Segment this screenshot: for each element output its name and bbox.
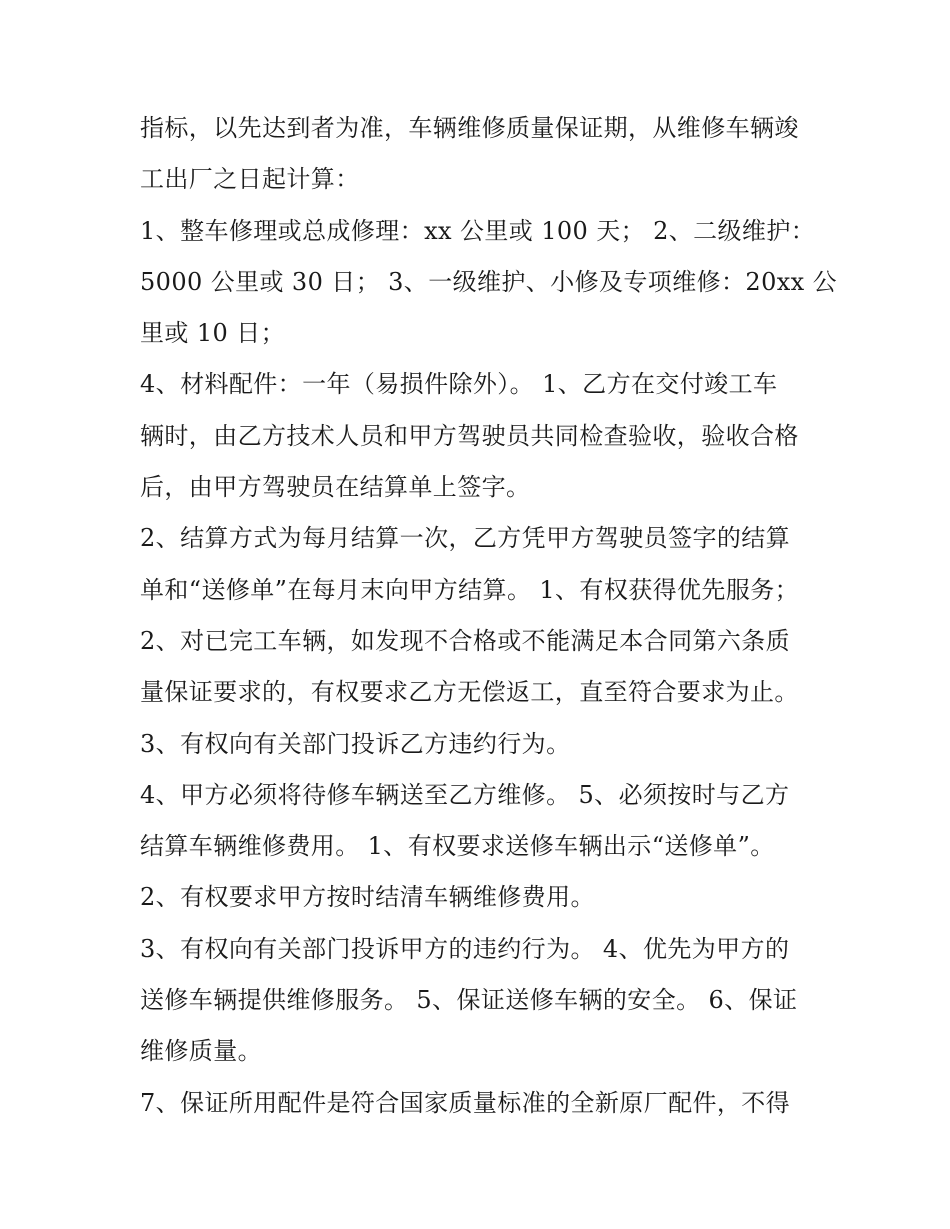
text-line: 后，由甲方驾驶员在结算单上签字。 (140, 473, 531, 502)
text-line: 送修车辆提供维修服务。 5、保证送修车辆的安全。 6、保证 (140, 986, 798, 1015)
text-line: 4、材料配件：一年（易损件除外）。 1、乙方在交付竣工车 (140, 370, 778, 399)
contract-text-block (140, 103, 838, 1129)
text-line: 里或 10 日； (140, 319, 285, 348)
text-line: 2、对已完工车辆，如发现不合格或不能满足本合同第六条质 (140, 626, 791, 655)
text-line: 工出厂之日起计算： (140, 165, 360, 194)
text-line: 辆时，由乙方技术人员和甲方驾驶员共同检查验收，验收合格 (140, 421, 799, 450)
text-line: 1、整车修理或总成修理：xx 公里或 100 天； 2、二级维护： (140, 216, 816, 245)
text-line: 指标，以先达到者为准，车辆维修质量保证期，从维修车辆竣 (140, 114, 799, 142)
text-line: 维修质量。 (140, 1037, 262, 1066)
text-line: 3、有权向有关部门投诉甲方的违约行为。 4、优先为甲方的 (140, 934, 790, 963)
text-line: 5000 公里或 30 日； 3、一级维护、小修及专项维修：20xx 公 (140, 267, 838, 296)
text-line: 单和“送修单”在每月末向甲方结算。 1、有权获得优先服务； (140, 575, 800, 604)
text-line: 2、有权要求甲方按时结清车辆维修费用。 (140, 883, 595, 912)
text-line: 3、有权向有关部门投诉乙方违约行为。 (140, 729, 571, 758)
text-line: 7、保证所用配件是符合国家质量标准的全新原厂配件，不得 (140, 1088, 791, 1117)
text-line: 结算车辆维修费用。 1、有权要求送修车辆出示“送修单”。 (140, 832, 775, 861)
text-line: 4、甲方必须将待修车辆送至乙方维修。 5、必须按时与乙方 (140, 780, 790, 809)
text-line: 2、结算方式为每月结算一次，乙方凭甲方驾驶员签字的结算 (140, 524, 791, 553)
text-line: 量保证要求的，有权要求乙方无偿返工，直至符合要求为止。 (140, 678, 799, 707)
